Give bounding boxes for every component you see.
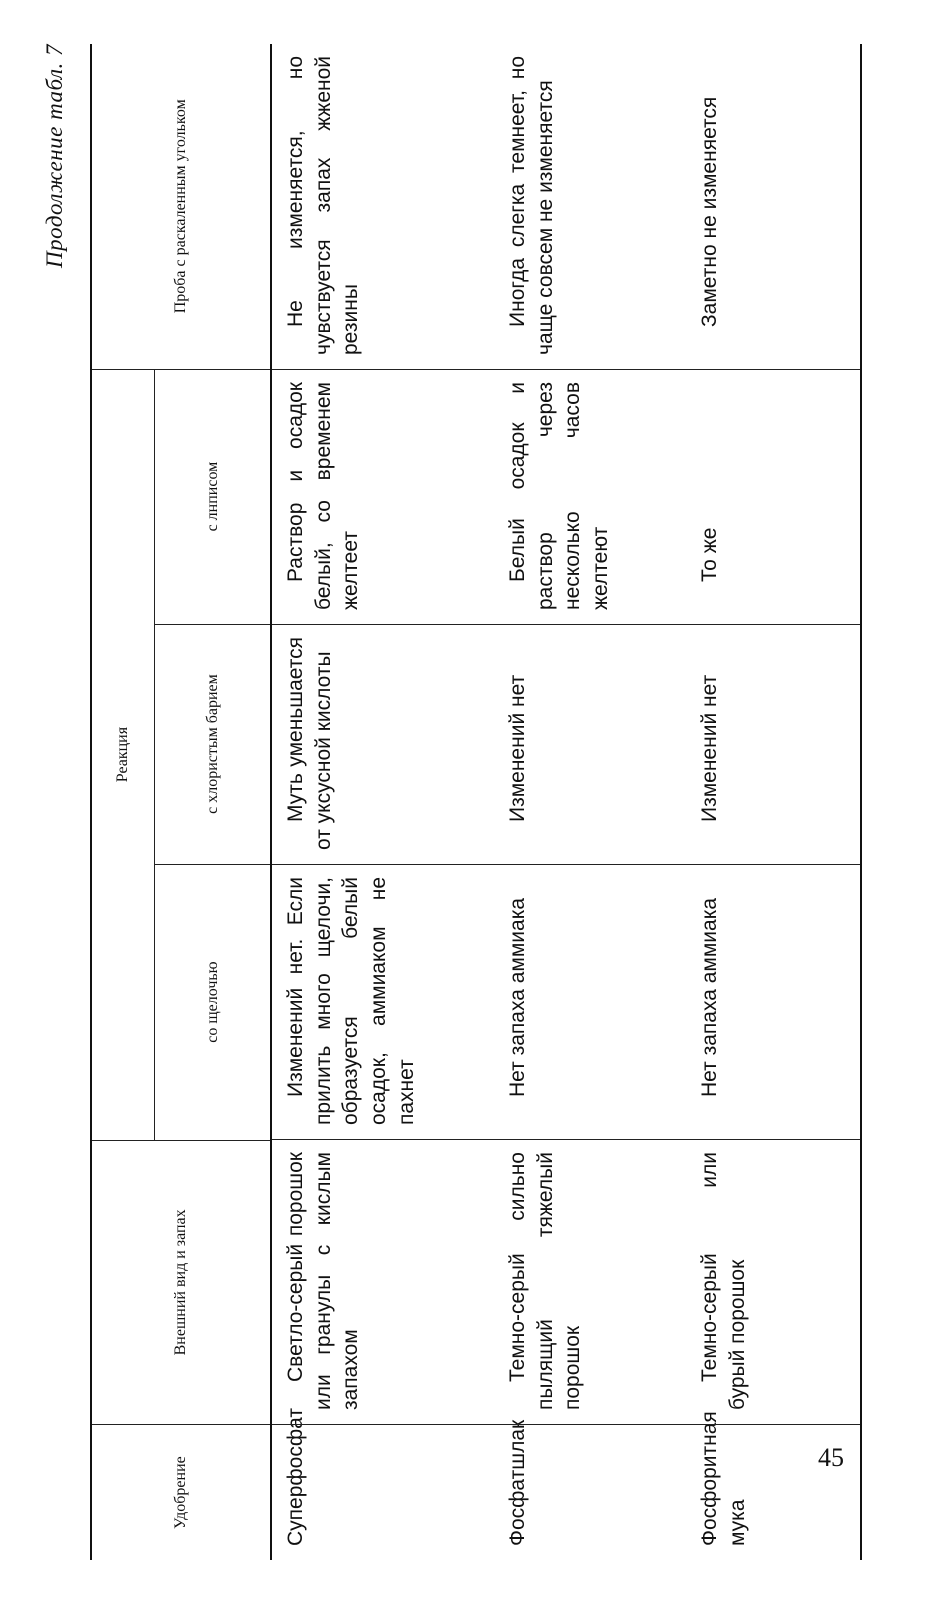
table-caption: Продолжение табл. 7 bbox=[42, 44, 67, 268]
header-fertilizer: Удобрение bbox=[172, 1456, 190, 1529]
row-barium: Изменений нет bbox=[494, 625, 686, 865]
header-alkali: со щелочью bbox=[203, 961, 221, 1043]
row-alkali: Изменений нет. Если прилить много щелочи, образуется белый осадок, аммиаком не пахнет bbox=[272, 865, 494, 1140]
row-appearance: Темно-серый сильно пылящий тяжелый порошок bbox=[494, 1140, 686, 1425]
header-reaction: Реакция bbox=[92, 370, 155, 1140]
row-lime: То же bbox=[686, 370, 860, 625]
row-barium: Муть уменьшается от уксусной кислоты bbox=[272, 625, 494, 865]
table-row bbox=[686, 44, 860, 1560]
header-lime: с лнписом bbox=[155, 370, 270, 625]
header-reaction-group bbox=[92, 370, 270, 1141]
header-barium: с хлористым барием bbox=[155, 625, 270, 865]
header-coal: Проба с раскаленным угольком bbox=[92, 44, 270, 370]
row-alkali: Нет запаха аммиака bbox=[686, 865, 860, 1140]
table-header bbox=[92, 44, 272, 1560]
rotated-page bbox=[42, 34, 877, 1560]
row-lime: Раствор и осадок белый, со временем желтеет bbox=[272, 370, 494, 625]
row-alkali: Нет запаха аммиака bbox=[494, 865, 686, 1140]
row-fertilizer-name: Фосфатшлак bbox=[506, 1419, 529, 1546]
table-row bbox=[494, 44, 686, 1560]
header-reaction-sub bbox=[155, 370, 270, 1140]
row-coal: Заметно не изменяется bbox=[686, 44, 860, 370]
row-appearance: Светло-серый порошок или гранулы с кислым запахом bbox=[272, 1140, 494, 1425]
header-appearance: Внешний вид и запах bbox=[92, 1141, 270, 1426]
row-barium: Изменений нет bbox=[686, 625, 860, 865]
row-fertilizer-name: Суперфосфат bbox=[284, 1408, 307, 1546]
row-coal: Не изменяется, но чувствуется запах жженой резины bbox=[272, 44, 494, 370]
row-coal: Иногда слегка темнеет, но чаще совсем не изменяется bbox=[494, 44, 686, 370]
row-appearance: Темно-серый или бурый порошок bbox=[686, 1140, 860, 1425]
page-number: 45 bbox=[818, 1443, 844, 1472]
row-fertilizer-name: Фосфоритная мука bbox=[698, 1411, 749, 1546]
fertilizer-table bbox=[90, 44, 862, 1560]
row-lime: Белый осадок и раствор через несколько часов желтеют bbox=[494, 370, 686, 625]
table-row bbox=[272, 44, 494, 1560]
